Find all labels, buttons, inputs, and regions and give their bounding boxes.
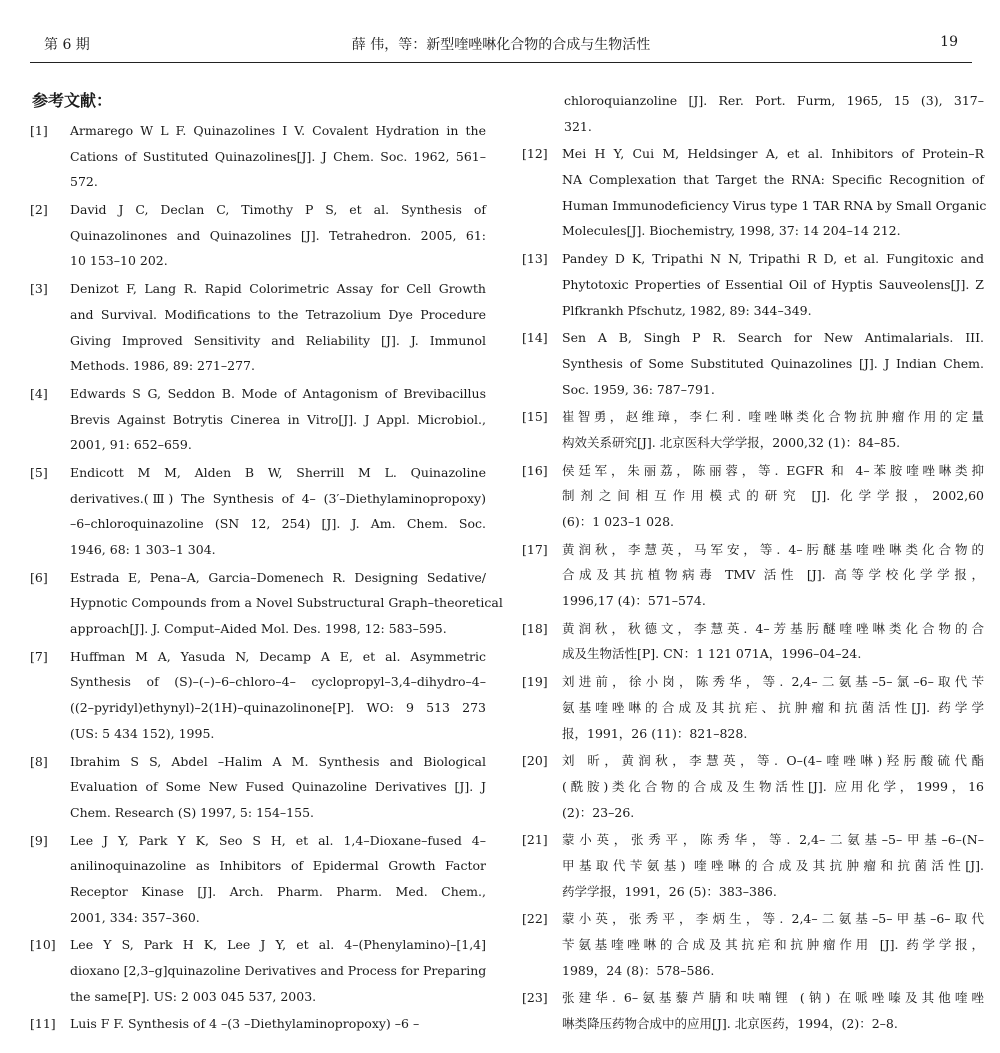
reference-line: Quinazolinones and Quinazolines [J]. Tetrahedron. 2005, 61: (70, 227, 486, 243)
reference-item (522, 141, 987, 244)
reference-number: [21] (522, 832, 548, 848)
reference-line: Human Immunodeficiency Virus type 1 TAR RNA by Small Organic (562, 197, 987, 213)
reference-item (30, 644, 486, 747)
reference-line: 刘 昕，黄润秋，李慧英，等. O–(4–喹唑啉)羟肟酸硫代酯 (562, 753, 984, 769)
reference-line: 苄氨基喹唑啉的合成及其抗疟和抗肿瘤作用 [J]. 药学学报， (562, 937, 984, 952)
reference-item (522, 985, 984, 1036)
references-left-column (30, 88, 503, 1039)
reference-number: [16] (522, 462, 548, 478)
reference-number: [15] (522, 409, 548, 425)
reference-item (30, 1011, 486, 1037)
reference-line: Armarego W L F. Quinazolines I V. Covalent Hydration in the (70, 123, 486, 138)
reference-line: Methods. 1986, 89: 271–277. (70, 358, 255, 374)
reference-line: David J C, Declan C, Timothy P S, et al. Synthesis of (70, 202, 486, 218)
reference-number: [2] (30, 202, 48, 218)
reference-item (30, 460, 486, 563)
reference-number: [19] (522, 674, 548, 690)
reference-line: 10 153–10 202. (70, 253, 168, 269)
reference-line: Evaluation of Some New Fused Quinazoline Derivatives [J]. J (70, 779, 486, 795)
reference-line: 1946, 68: 1 303–1 304. (70, 542, 216, 557)
references-right-column (522, 88, 987, 1039)
reference-line: Lee J Y, Park Y K, Seo S H, et al. 1,4–Dioxane–fused 4– (70, 832, 486, 848)
reference-item (522, 827, 984, 904)
reference-line: 张建华. 6–氨基藜芦腈和呋喃锂 (钠) 在哌唑嗪及其他喹唑 (562, 990, 984, 1006)
reference-line: Luis F F. Synthesis of 4 –(3 –Diethylaminopropoxy) –6 – (70, 1016, 420, 1032)
reference-line: 2001, 91: 652–659. (70, 437, 192, 453)
reference-item (522, 616, 984, 667)
reference-line: 崔智勇，赵维璋，李仁利. 喹唑啉类化合物抗肿瘤作用的定量 (562, 409, 984, 425)
reference-line: 啉类降压药物合成中的应用[J]. 北京医药，1994，(2)：2–8. (562, 1016, 898, 1032)
reference-item (522, 537, 984, 614)
reference-line: Hypnotic Compounds from a Novel Substructural Graph–theoretical (70, 595, 503, 611)
reference-line: 侯廷军，朱丽荔，陈丽蓉，等. EGFR 和 4–苯胺喹唑啉类抑 (562, 462, 984, 478)
reference-number: [13] (522, 251, 548, 267)
reference-line: NA Complexation that Target the RNA: Specific Recognition of (562, 172, 984, 188)
reference-line: (6)：1 023–1 028. (562, 514, 674, 529)
reference-line: Synthesis of (S)–(–)–6–chloro–4– cyclopropyl–3,4–dihydro–4– (70, 674, 486, 690)
reference-line: 刘进前，徐小岗，陈秀华，等. 2,4–二氨基–5–氯–6–取代苄 (562, 674, 984, 690)
reference-number: [14] (522, 330, 548, 346)
reference-number: [22] (522, 911, 548, 927)
reference-line: 构效关系研究[J]. 北京医科大学学报，2000,32 (1)：84–85. (562, 434, 901, 450)
reference-line: Receptor Kinase [J]. Arch. Pharm. Pharm. Med. Chem., (70, 883, 486, 899)
reference-line: Endicott M M, Alden B W, Sherrill M L. Quinazoline (70, 464, 486, 480)
reference-number: [8] (30, 753, 48, 769)
reference-number: [10] (30, 937, 56, 953)
reference-number: [1] (30, 123, 48, 138)
reference-line: 氨基喹唑啉的合成及其抗疟、抗肿瘤和抗菌活性[J]. 药学学 (562, 699, 984, 715)
reference-number: [6] (30, 569, 48, 585)
reference-line: Chem. Research (S) 1997, 5: 154–155. (70, 804, 315, 820)
reference-item (522, 458, 984, 535)
reference-line: 黄润秋，秋德文，李慧英. 4–芳基肟醚喹唑啉类化合物的合 (562, 620, 984, 636)
reference-line: ((2–pyridyl)ethynyl)–2(1H)–quinazolinone[P]. WO: 9 513 273 (70, 700, 486, 716)
reference-line: Pandey D K, Tripathi N N, Tripathi R D, et al. Fungitoxic and (562, 251, 984, 267)
header-rule (30, 62, 972, 63)
reference-number: [20] (522, 753, 548, 769)
reference-line: approach[J]. J. Comput–Aided Mol. Des. 1998, 12: 583–595. (70, 621, 447, 637)
reference-line: Synthesis of Some Substituted Quinazolines [J]. J Indian Chem. (562, 355, 984, 371)
reference-line: 蒙小英，张秀平，李炳生，等. 2,4–二氨基–5–甲基–6–取代 (562, 911, 984, 927)
reference-item (30, 565, 503, 642)
reference-line: Edwards S G, Seddon B. Mode of Antagonism of Brevibacillus (70, 385, 486, 401)
reference-line: 1996,17 (4)：571–574. (562, 593, 706, 609)
reference-line: (酰胺)类化合物的合成及生物活性[J]. 应用化学，1999，16 (562, 778, 984, 794)
reference-line: Sen A B, Singh P R. Search for New Antimalarials. III. (562, 330, 984, 346)
reference-line: chloroquianzoline [J]. Rer. Port. Furm, 1965, 15 (3), 317– (564, 93, 984, 108)
reference-line: Cations of Sustituted Quinazolines[J]. J Chem. Soc. 1962, 561– (70, 148, 486, 164)
reference-item (30, 828, 486, 931)
reference-line: Ibrahim S S, Abdel –Halim A M. Synthesis and Biological (70, 753, 486, 769)
reference-number: [7] (30, 648, 48, 664)
page-header (30, 34, 972, 60)
reference-line: 药学学报，1991，26 (5)：383–386. (562, 883, 777, 899)
reference-line: 甲基取代苄氨基) 喹唑啉的合成及其抗肿瘤和抗菌活性[J]. (562, 857, 984, 873)
reference-item (522, 906, 984, 983)
reference-line: 572. (70, 174, 98, 190)
reference-item (30, 118, 486, 195)
reference-number: [17] (522, 541, 548, 557)
reference-number: [11] (30, 1016, 56, 1032)
reference-item (522, 325, 984, 402)
reference-line: Giving Improved Sensitivity and Reliability [J]. J. Immunol (70, 332, 486, 348)
reference-line: 报，1991，26 (11)：821–828. (562, 725, 748, 741)
reference-line: Brevis Against Botrytis Cinerea in Vitro[J]. J Appl. Microbiol., (70, 411, 486, 427)
reference-item (30, 197, 486, 274)
reference-item (30, 381, 486, 458)
reference-line: Lee Y S, Park H K, Lee J Y, et al. 4–(Phenylamino)–[1,4] (70, 937, 486, 953)
reference-line: and Survival. Modifications to the Tetrazolium Dye Procedure (70, 306, 486, 322)
reference-number: [23] (522, 990, 548, 1006)
reference-line: 321. (564, 118, 592, 134)
reference-line: Molecules[J]. Biochemistry, 1998, 37: 14 204–14 212. (562, 223, 901, 239)
reference-line: 1989，24 (8)：578–586. (562, 962, 715, 978)
reference-line: Mei H Y, Cui M, Heldsinger A, et al. Inhibitors of Protein–R (562, 146, 984, 162)
reference-number: [12] (522, 146, 548, 162)
reference-number: [18] (522, 620, 548, 636)
reference-item (522, 669, 984, 746)
reference-line: 2001, 334: 357–360. (70, 909, 200, 925)
reference-line: 成及生物活性[P]. CN：1 121 071A，1996–04–24. (562, 646, 862, 662)
reference-line: Soc. 1959, 36: 787–791. (562, 381, 715, 397)
reference-line: anilinoquinazoline as Inhibitors of Epidermal Growth Factor (70, 858, 486, 874)
reference-item (522, 88, 984, 139)
reference-line: –6–chloroquinazoline (SN 12, 254) [J]. J. Am. Chem. Soc. (70, 516, 486, 532)
reference-line: dioxano [2,3–g]quinazoline Derivatives and Process for Preparing (70, 963, 487, 978)
reference-number: [3] (30, 281, 48, 297)
reference-number: [9] (30, 832, 48, 848)
reference-line: 黄润秋，李慧英，马军安，等. 4–肟醚基喹唑啉类化合物的 (562, 541, 984, 557)
reference-item (30, 932, 486, 1009)
reference-line: the same[P]. US: 2 003 045 537, 2003. (70, 988, 317, 1004)
reference-line: Huffman M A, Yasuda N, Decamp A E, et al. Asymmetric (70, 648, 486, 664)
reference-line: (2)：23–26. (562, 804, 635, 820)
reference-item (522, 404, 984, 455)
reference-item (522, 246, 984, 323)
reference-line: (US: 5 434 152), 1995. (70, 725, 215, 741)
reference-line: Plfkrankh Pfschutz, 1982, 89: 344–349. (562, 302, 812, 318)
reference-line: Denizot F, Lang R. Rapid Colorimetric Assay for Cell Growth (70, 281, 486, 297)
reference-number: [4] (30, 385, 48, 401)
issue-label: 第 6 期 (44, 37, 90, 53)
reference-item (30, 749, 486, 826)
reference-line: Phytotoxic Properties of Essential Oil of Hyptis Sauveolens[J]. Z (562, 276, 984, 292)
running-title: 薛 伟，等：新型喹唑啉化合物的合成与生物活性 (351, 37, 651, 53)
reference-line: derivatives.(Ⅲ) The Synthesis of 4– (3′–Diethylaminopropoxy) (70, 490, 486, 506)
reference-item (30, 276, 486, 379)
reference-line: 蒙小英，张秀平，陈秀华，等. 2,4–二氨基–5–甲基–6–(N– (562, 832, 984, 848)
reference-line: Estrada E, Pena–A, Garcia–Domenech R. Designing Sedative/ (70, 569, 486, 585)
references-heading: 参考文献： (32, 91, 113, 110)
reference-line: 合成及其抗植物病毒 TMV 活性 [J]. 高等学校化学学报， (562, 567, 984, 583)
reference-number: [5] (30, 464, 48, 480)
reference-item (522, 748, 984, 825)
reference-line: 制剂之间相互作用模式的研究 [J]. 化学学报，2002,60 (562, 488, 984, 504)
page-number: 19 (940, 34, 958, 50)
